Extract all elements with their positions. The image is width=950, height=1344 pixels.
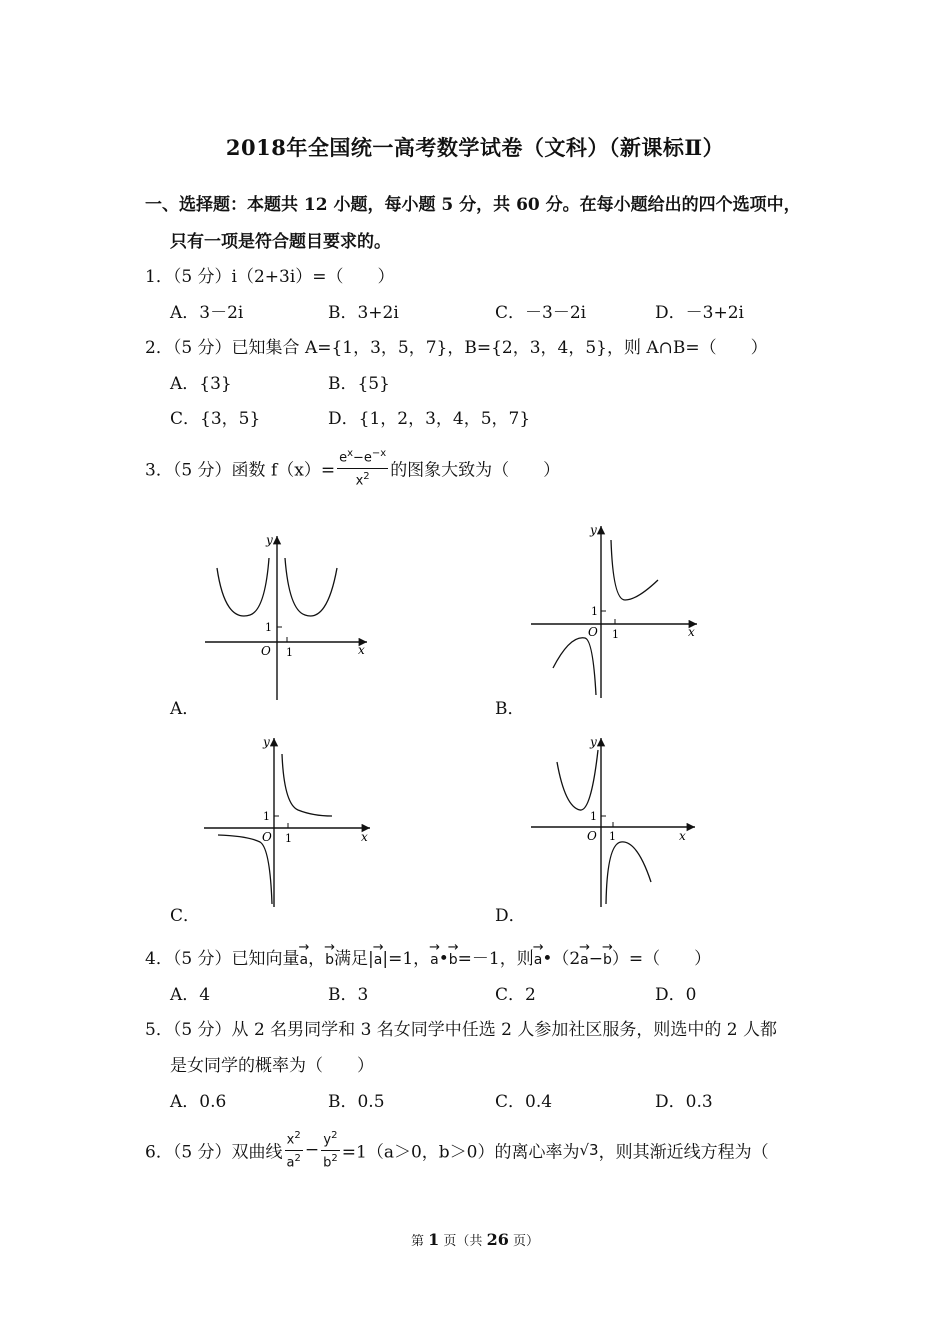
graph-b: [525, 520, 705, 700]
svg-text:1: 1: [285, 832, 292, 845]
question-5-line2: 是女同学的概率为（ ）: [170, 1056, 374, 1076]
svg-text:y: y: [263, 735, 270, 749]
question-2-stem: 2．（5 分）已知集合 A={1，3，5，7}，B={2，3，4，5}，则 A∩B=（ ）: [145, 338, 768, 358]
q3-suffix: 的图象大致为（ ）: [390, 460, 561, 481]
q1-option-c: C．－3－2i: [495, 303, 587, 323]
q1-option-b: B．3+2i: [328, 303, 399, 323]
question-1-stem: 1．（5 分）i（2+3i）=（ ）: [145, 267, 395, 287]
q3-option-b: B．: [495, 699, 525, 719]
svg-text:1: 1: [609, 830, 616, 843]
svg-text:O: O: [261, 644, 271, 658]
svg-text:y: y: [266, 533, 273, 547]
q4-option-a: A．4: [170, 985, 211, 1005]
section-heading-line1: 一、选择题：本题共 12 小题，每小题 5 分，共 60 分。在每小题给出的四个选项中，: [145, 195, 801, 215]
page-footer: 第 1 页（共 26 页）: [410, 1230, 539, 1249]
svg-text:y: y: [590, 735, 597, 749]
svg-text:x: x: [361, 830, 368, 844]
q2-option-b: B．{5}: [328, 374, 390, 394]
question-6-stem: 6．（5 分）双曲线 $\frac{x^2}{a^2}$ − $\frac{y^2}{b^2}$ =1（a＞0，b＞0）的离心率为√3，则其渐近线方程为（: [145, 1130, 769, 1170]
svg-text:1: 1: [590, 810, 597, 823]
q4-option-b: B．3: [328, 985, 369, 1005]
q4-option-d: D．0: [655, 985, 697, 1005]
q3-option-a: A．: [170, 699, 200, 719]
page-number: 1: [428, 1230, 440, 1249]
q4-option-c: C．2: [495, 985, 536, 1005]
svg-text:O: O: [588, 625, 598, 639]
svg-text:O: O: [262, 830, 272, 844]
question-3-stem: [145, 448, 560, 488]
q2-option-d: D．{1，2，3，4，5，7}: [328, 409, 531, 429]
q3-fraction: $\frac{e^x-e^{-x}}{x^2}$: [339, 448, 387, 488]
svg-text:O: O: [587, 829, 597, 843]
q3-option-c: C．: [170, 906, 201, 926]
svg-text:x: x: [358, 643, 365, 657]
svg-text:y: y: [590, 523, 597, 537]
q2-option-a: A．{3}: [170, 374, 232, 394]
q2-option-c: C．{3，5}: [170, 409, 261, 429]
graph-a: [195, 528, 375, 703]
question-4-stem: 4．（5 分）已知向量→ a，→ b满足|→ a|=1，→ a•→ b=－1，则→ a•（2→ a−→ b）=（ ）: [145, 944, 711, 969]
sqrt-3: √3: [579, 1141, 599, 1160]
q5-option-a: A．0.6: [170, 1092, 227, 1112]
graph-d: [525, 732, 705, 912]
page-title: 2018年全国统一高考数学试卷（文科）（新课标Ⅱ）: [225, 135, 725, 160]
q3-prefix: 3．（5 分）函数 f（x）=: [145, 460, 336, 481]
q6-fraction-x: $\frac{x^2}{a^2}$: [286, 1130, 301, 1170]
q1-option-d: D．－3+2i: [655, 303, 744, 323]
vector-a: → a: [300, 952, 309, 968]
q1-option-a: A．3－2i: [170, 303, 244, 323]
q5-option-c: C．0.4: [495, 1092, 553, 1112]
svg-text:1: 1: [591, 605, 598, 618]
svg-text:1: 1: [265, 621, 272, 634]
graph-c: [198, 732, 378, 912]
svg-text:x: x: [688, 625, 695, 639]
q3-option-d: D．: [495, 906, 526, 926]
q6-fraction-y: $\frac{y^2}{b^2}$: [323, 1130, 338, 1170]
q5-option-b: B．0.5: [328, 1092, 385, 1112]
page-total: 26: [486, 1230, 509, 1249]
question-5-line1: 5．（5 分）从 2 名男同学和 3 名女同学中任选 2 人参加社区服务，则选中的 2 人都: [145, 1020, 778, 1040]
q5-option-d: D．0.3: [655, 1092, 713, 1112]
section-heading-line2: 只有一项是符合题目要求的。: [170, 232, 391, 252]
svg-text:1: 1: [612, 628, 619, 641]
svg-text:1: 1: [263, 810, 270, 823]
svg-text:1: 1: [286, 646, 293, 659]
svg-text:x: x: [679, 829, 686, 843]
vector-b: → b: [325, 952, 334, 968]
